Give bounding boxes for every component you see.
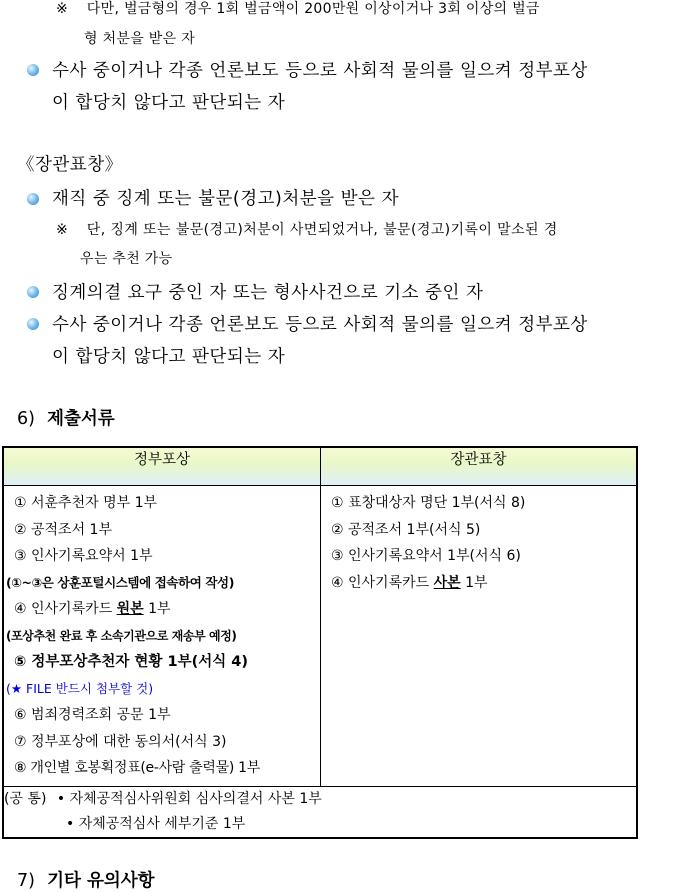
list-item: ③ 인사기록요약서 1부 — [14, 548, 153, 564]
government-docs-cell — [3, 486, 321, 787]
list-item: ⑦ 정부포상에 대한 동의서(서식 3) — [14, 733, 227, 750]
bullet-icon — [27, 286, 39, 298]
section-number: 7) — [17, 871, 35, 891]
list-item: ② 공적조서 1부 — [14, 521, 112, 538]
section-title-jangwan: 《장관표창》 — [17, 155, 123, 175]
common-docs-cell — [3, 786, 637, 838]
bullet-icon — [27, 193, 39, 205]
criteria-text: 수사 중이거나 각종 언론보도 등으로 사회적 물의를 일으켜 정부포상 — [52, 61, 588, 81]
note-line — [56, 0, 540, 18]
note-continuation: 형 처분을 받은 자 — [84, 31, 196, 47]
list-note: (★ FILE 반드시 첨부할 것) — [6, 680, 154, 696]
bullet-icon — [27, 318, 39, 330]
common-item: • 자체공적심사 세부기준 1부 — [66, 815, 246, 832]
list-item: ⑧ 개인별 호봉획정표(e-사람 출력물) 1부 — [14, 760, 260, 776]
section-heading-7 — [17, 867, 155, 892]
section-title: 기타 유의사항 — [47, 871, 155, 891]
list-note: (포상추천 완료 후 소속기관으로 재송부 예정) — [6, 628, 237, 643]
list-item: ① 서훈추천자 명부 1부 — [14, 495, 158, 511]
documents-table — [2, 446, 638, 839]
criteria-continuation: 이 합당치 않다고 판단되는 자 — [52, 93, 286, 113]
criteria-text: 재직 중 징계 또는 불문(경고)처분을 받은 자 — [52, 189, 399, 209]
criteria-continuation: 이 합당치 않다고 판단되는 자 — [52, 347, 286, 367]
list-item — [331, 570, 636, 597]
minister-docs-cell — [321, 486, 638, 787]
note-text: 단, 징계 또는 불문(경고)처분이 사면되었거나, 불문(경고)기록이 말소된 경 — [86, 222, 558, 238]
column-header-government: 정부포상 — [3, 447, 321, 486]
note-continuation: 우는 추천 가능 — [80, 251, 173, 267]
section-title: 제출서류 — [47, 409, 115, 429]
common-row — [3, 786, 637, 838]
list-item-text: 1부 — [460, 574, 488, 591]
common-item: • 자체공적심사위원회 심사의결서 사본 1부 — [56, 790, 322, 807]
list-item: ⑤ 정부포상추천자 현황 1부(서식 4) — [14, 654, 248, 670]
common-label: (공 통) — [4, 790, 47, 807]
original-emphasis: 원본 — [116, 601, 144, 617]
bullet-icon — [27, 64, 39, 76]
list-item: ③ 인사기록요약서 1부(서식 6) — [331, 548, 521, 564]
list-item-text: ④ 인사기록카드 — [331, 574, 434, 591]
common-line — [4, 787, 636, 812]
list-item-text: 1부 — [143, 601, 171, 617]
criteria-text: 수사 중이거나 각종 언론보도 등으로 사회적 물의를 일으켜 정부포상 — [52, 315, 588, 335]
column-header-minister: 장관표창 — [321, 447, 638, 486]
note-text: 다만, 벌금형의 경우 1회 벌금액이 200만원 이상이거나 3회 이상의 벌금 — [86, 1, 540, 17]
note-mark: ※ — [56, 1, 69, 17]
list-item: ② 공적조서 1부(서식 5) — [331, 521, 481, 538]
list-item: ⑥ 범죄경력조회 공문 1부 — [14, 707, 171, 723]
note-line — [56, 219, 558, 239]
section-heading-6 — [17, 405, 115, 430]
list-note: (①~③은 상훈포털시스템에 접속하여 작성) — [6, 574, 235, 590]
table-body-row — [3, 486, 637, 787]
copy-emphasis: 사본 — [433, 574, 461, 591]
list-item: ① 표창대상자 명단 1부(서식 8) — [331, 495, 526, 511]
note-mark: ※ — [56, 222, 69, 238]
table-header-row — [3, 447, 637, 486]
list-item — [14, 596, 320, 623]
section-number: 6) — [17, 409, 35, 429]
list-item-text: ④ 인사기록카드 — [14, 601, 117, 617]
criteria-text: 징계의결 요구 중인 자 또는 형사사건으로 기소 중인 자 — [52, 283, 484, 303]
